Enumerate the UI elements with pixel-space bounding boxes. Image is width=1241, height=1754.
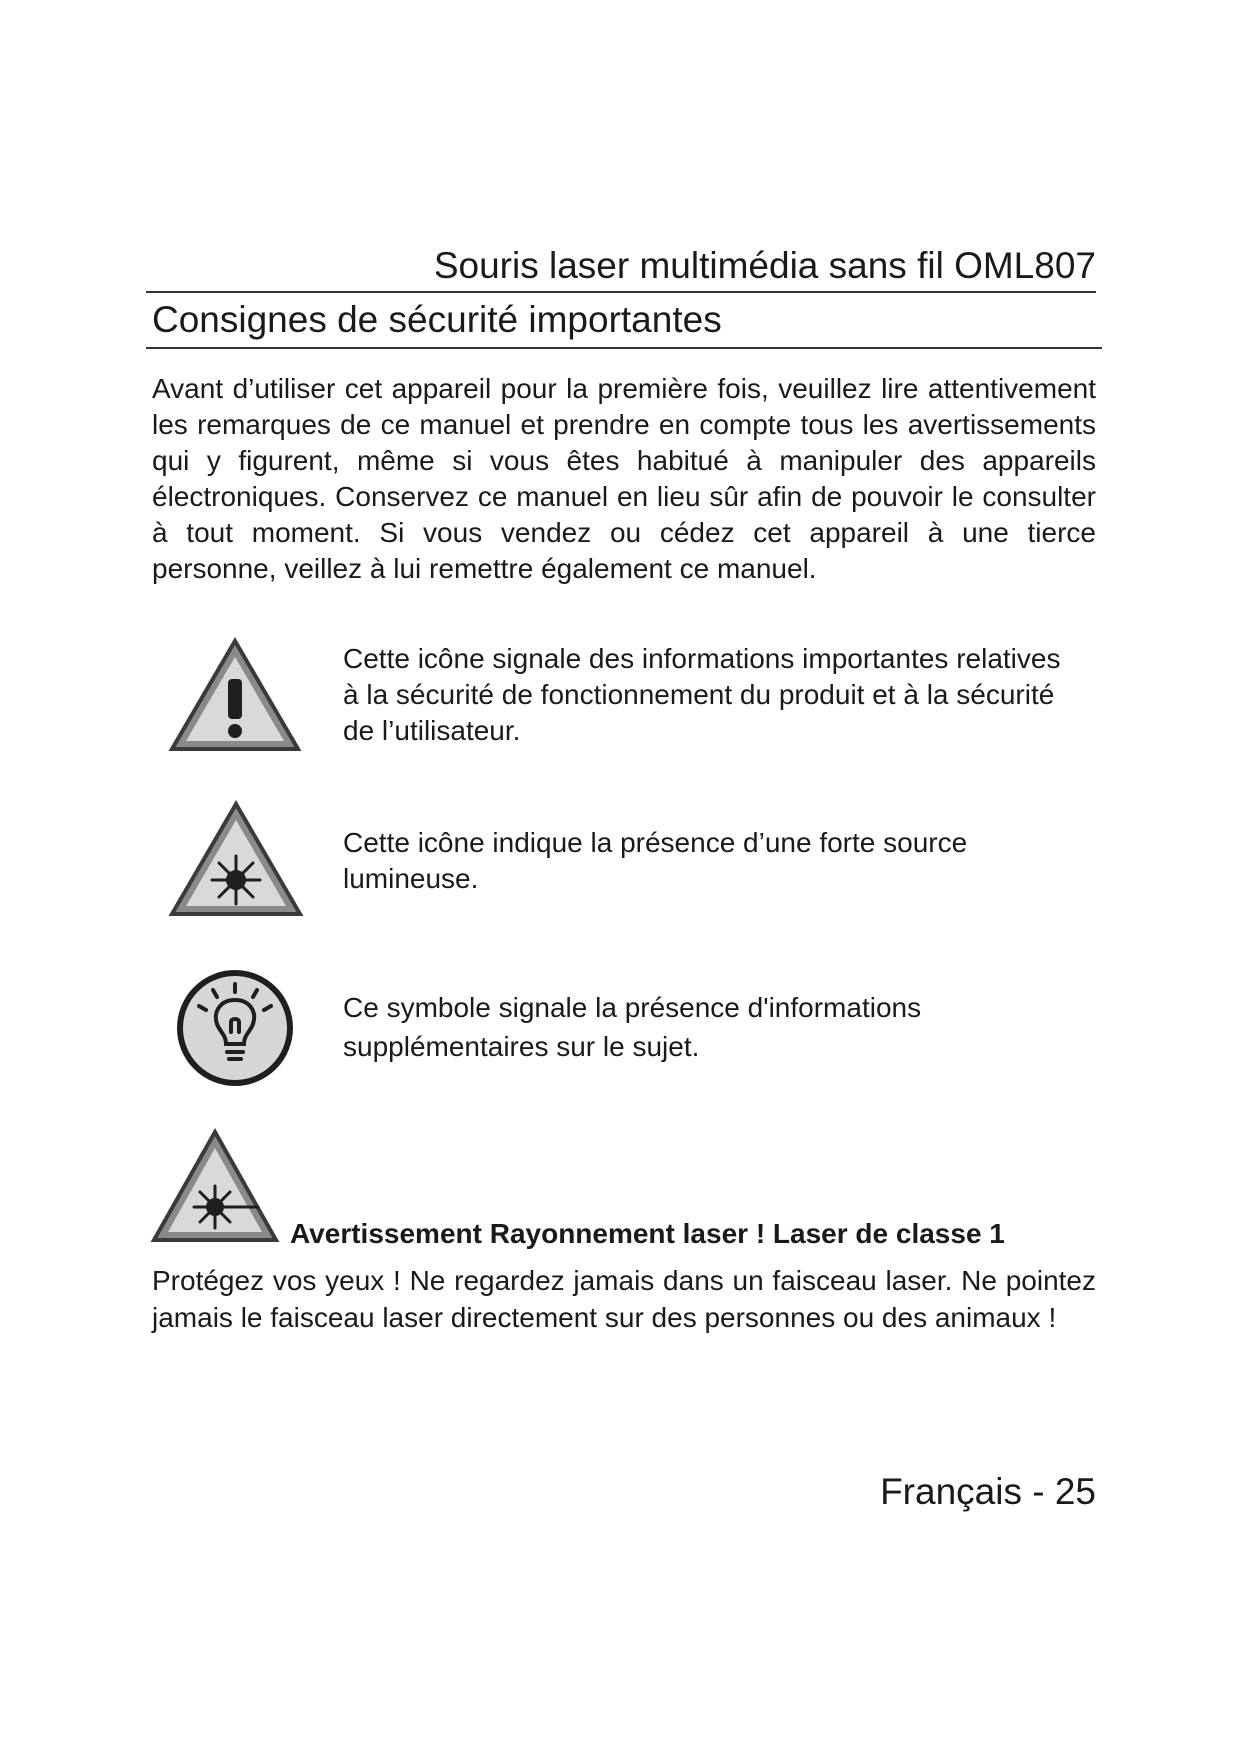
laser-radiation-warning-icon <box>150 1128 280 1244</box>
intro-paragraph: Avant d’utiliser cet appareil pour la première fois, veuillez lire attentivement les remarques de ce manuel et prendre en compte tous les avertissements qui y figurent, même si vous êtes habitué à manipuler des appareils électroniques. Conservez ce manuel en lieu sûr afin de pouvoir le consulter à tout moment. Si vous vendez ou cédez cet appareil à une tierce personne, veillez à lui remettre également ce manuel. <box>152 373 1096 584</box>
page-number: Français - 25 <box>880 1471 1096 1512</box>
product-title: Souris laser multimédia sans fil OML807 <box>433 245 1096 286</box>
section-divider <box>146 347 1102 349</box>
section-title: Consignes de sécurité importantes <box>152 299 722 340</box>
laser-warning-text: Protégez vos yeux ! Ne regardez jamais dans un faisceau laser. Ne pointez jamais le faisceau laser directement sur des personnes ou des animaux ! <box>152 1265 1096 1333</box>
bright-light-warning-icon <box>168 800 304 918</box>
note-important-safety: Cette icône signale des informations importantes relatives à la sécurité de fonctionnement du produit et à la sécurité de l’utilisateur. <box>343 643 1061 746</box>
lightbulb-info-icon <box>175 968 295 1088</box>
warning-exclamation-icon <box>168 637 302 753</box>
note-additional-info: Ce symbole signale la présence d'informations supplémentaires sur le sujet. <box>343 992 922 1062</box>
header-divider <box>146 291 1096 293</box>
laser-warning-heading: Avertissement Rayonnement laser ! Laser de classe 1 <box>290 1218 1005 1249</box>
note-strong-light: Cette icône indique la présence d’une forte source lumineuse. <box>343 827 968 894</box>
